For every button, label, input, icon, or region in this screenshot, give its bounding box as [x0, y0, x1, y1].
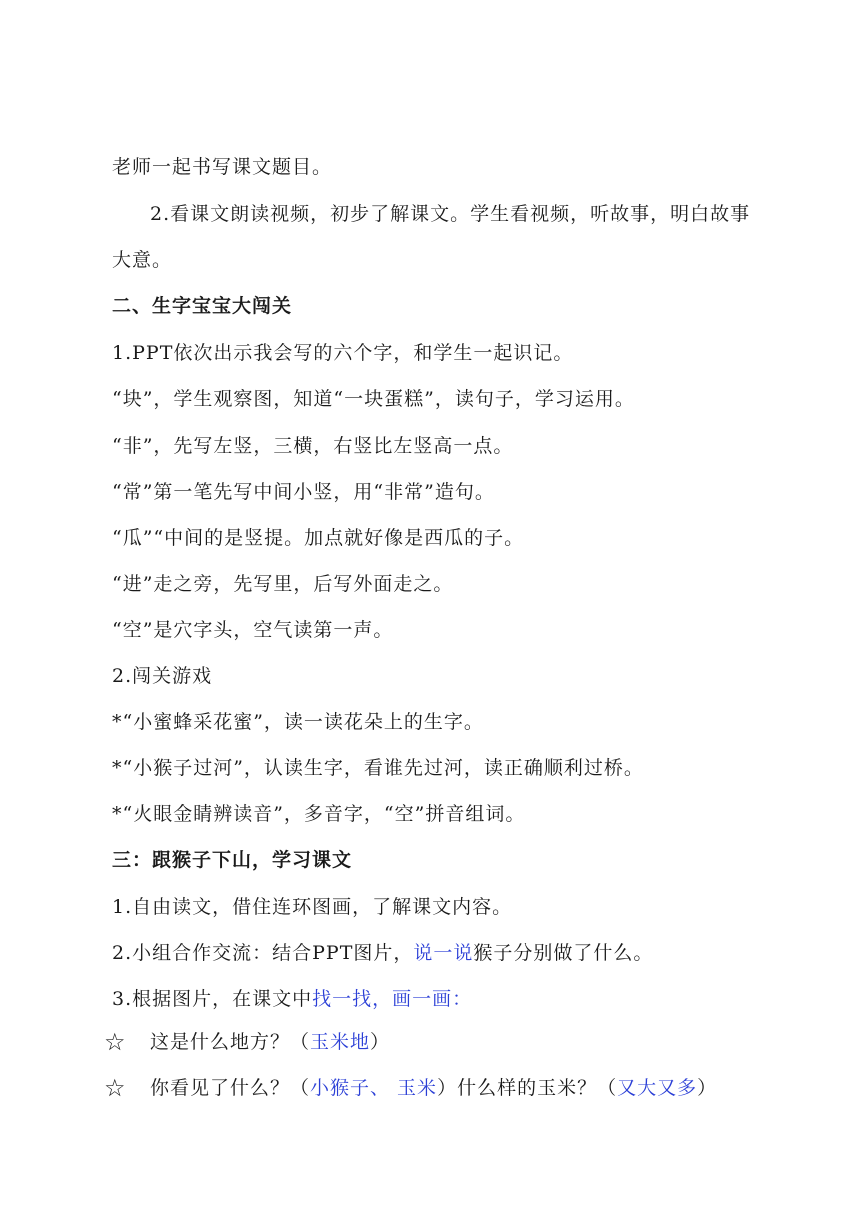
text-line: “非”，先写左竖，三横，右竖比左竖高一点。 — [112, 435, 514, 457]
text-line — [112, 940, 653, 966]
text-segment: 3.根据图片，在课文中 — [112, 988, 313, 1010]
bullet-line: *“小蜜蜂采花蜜”，读一读花朵上的生字。 — [112, 711, 484, 733]
text-line: “块”，学生观察图，知道“一块蛋糕”，读句子，学习运用。 — [112, 388, 635, 410]
bullet-line: *“火眼金睛辨读音”，多音字，“空”拼音组词。 — [112, 803, 526, 825]
section-heading: 三：跟猴子下山，学习课文 — [112, 849, 353, 871]
text-line: 1.PPT依次出示我会写的六个字，和学生一起识记。 — [112, 342, 574, 364]
bullet-line: *“小猴子过河”，认读生字，看谁先过河，读正确顺利过桥。 — [112, 757, 644, 779]
text-line: “瓜”“中间的是竖提。加点就好像是西瓜的子。 — [112, 527, 525, 549]
text-segment: ）什么样的玉米？（ — [437, 1077, 618, 1099]
text-line: “空”是穴字头，空气读第一声。 — [112, 619, 394, 641]
text-segment: 你看见了什么？（ — [150, 1077, 311, 1099]
text-line: “进”走之旁，先写里，后写外面走之。 — [112, 573, 454, 595]
question-row — [104, 1029, 390, 1055]
question-row — [104, 1075, 717, 1101]
text-segment: ） — [370, 1031, 391, 1053]
text-segment: ） — [697, 1077, 718, 1099]
highlight-text: 找一找，画一画： — [312, 988, 473, 1010]
text-line: 2.看课文朗读视频，初步了解课文。学生看视频，听故事，明白故事 — [150, 203, 751, 225]
star-icon: ☆ — [104, 1028, 127, 1056]
answer-text: 又大又多 — [617, 1077, 698, 1099]
text-line: 大意。 — [112, 249, 173, 271]
text-line: 1.自由读文，借住连环图画，了解课文内容。 — [112, 896, 513, 918]
section-heading: 二、生字宝宝大闯关 — [112, 295, 293, 317]
answer-text: 玉米地 — [310, 1031, 371, 1053]
text-line — [112, 986, 472, 1012]
text-line: 老师一起书写课文题目。 — [112, 156, 333, 178]
star-icon: ☆ — [104, 1074, 127, 1102]
text-segment: 猴子分别做了什么。 — [473, 942, 654, 964]
highlight-text: 说一说 — [413, 942, 474, 964]
text-line: “常”第一笔先写中间小竖，用“非常”造句。 — [112, 481, 495, 503]
text-segment: 2.小组合作交流：结合PPT图片， — [112, 942, 414, 964]
answer-text: 小猴子、 玉米 — [310, 1077, 438, 1099]
text-segment: 这是什么地方？（ — [150, 1031, 311, 1053]
text-line: 2.闯关游戏 — [112, 665, 213, 687]
